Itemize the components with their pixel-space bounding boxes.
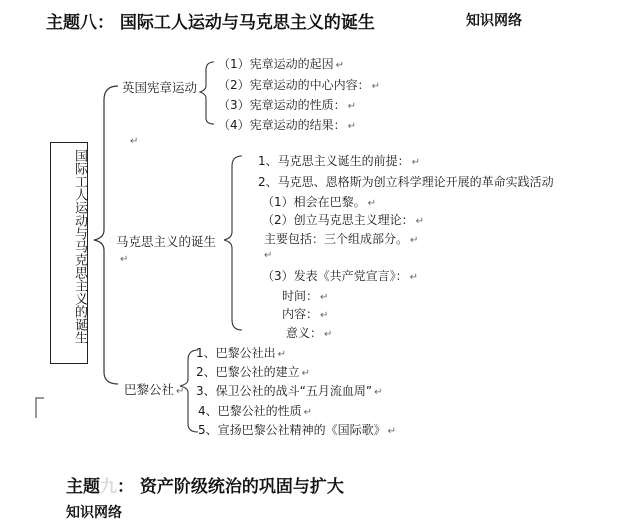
marxism-brace [224, 156, 242, 330]
marxism-item-4: （2）创立马克思主义理论： ↵ [262, 213, 425, 227]
marxism-item-2: 2、马克思、恩格斯为创立科学理论开展的革命实践活动 [258, 175, 554, 189]
marxism-item-7: 时间： ↵ [282, 289, 329, 303]
marxism-item-6: （3）发表《共产党宣言》： ↵ [262, 269, 419, 283]
scan-corner-mark [36, 398, 44, 418]
marxism-item-8: 内容： ↵ [282, 307, 329, 321]
knowledge-network-label: 知识网络 [466, 13, 522, 29]
branch-marxism-label: 马克思主义的诞生 [116, 234, 217, 249]
chartism-item-4: （4）宪章运动的结果： ↵ [218, 118, 357, 132]
root-topic-label: 国际工人运动与马克思主义的诞生 [72, 149, 87, 344]
chartism-item-1: （1）宪章运动的起因 ↵ [218, 57, 345, 71]
commune-item-5: 5、宣扬巴黎公社精神的《国际歌》 ↵ [198, 423, 397, 437]
chartism-item-2: （2）宪章运动的中心内容： ↵ [218, 78, 381, 92]
page-title: 主题八： 国际工人运动与马克思主义的诞生 [46, 13, 375, 33]
paragraph-mark: ↵ [264, 250, 273, 261]
commune-item-3: 3、保卫公社的战斗“五月流血周” ↵ [196, 384, 383, 398]
next-section-title: 主题九： 资产阶级统治的巩固与扩大 [66, 477, 344, 497]
paragraph-mark: ↵ [130, 136, 139, 147]
commune-item-2: 2、巴黎公社的建立 ↵ [196, 365, 311, 379]
branch-chartism-label: 英国宪章运动 [122, 80, 198, 95]
marxism-item-5: 主要包括：三个组成部分。 ↵ [264, 232, 419, 246]
marxism-item-9: 意义： ↵ [286, 326, 333, 340]
paragraph-mark: ↵ [120, 254, 129, 265]
commune-item-1: 1、巴黎公社出 ↵ [196, 346, 287, 360]
chartism-item-3: （3）宪章运动的性质： ↵ [218, 98, 357, 112]
marxism-item-1: 1、马克思主义诞生的前提： ↵ [258, 154, 421, 168]
chartism-brace [200, 62, 214, 124]
root-topic-box [50, 142, 88, 364]
branch-commune-label: 巴黎公社 ↵ [124, 382, 185, 397]
marxism-item-3: （1）相会在巴黎。 ↵ [262, 195, 377, 209]
next-section-network-label: 知识网络 [66, 505, 122, 521]
commune-item-4: 4、巴黎公社的性质 ↵ [198, 404, 313, 418]
main-brace [94, 86, 118, 384]
